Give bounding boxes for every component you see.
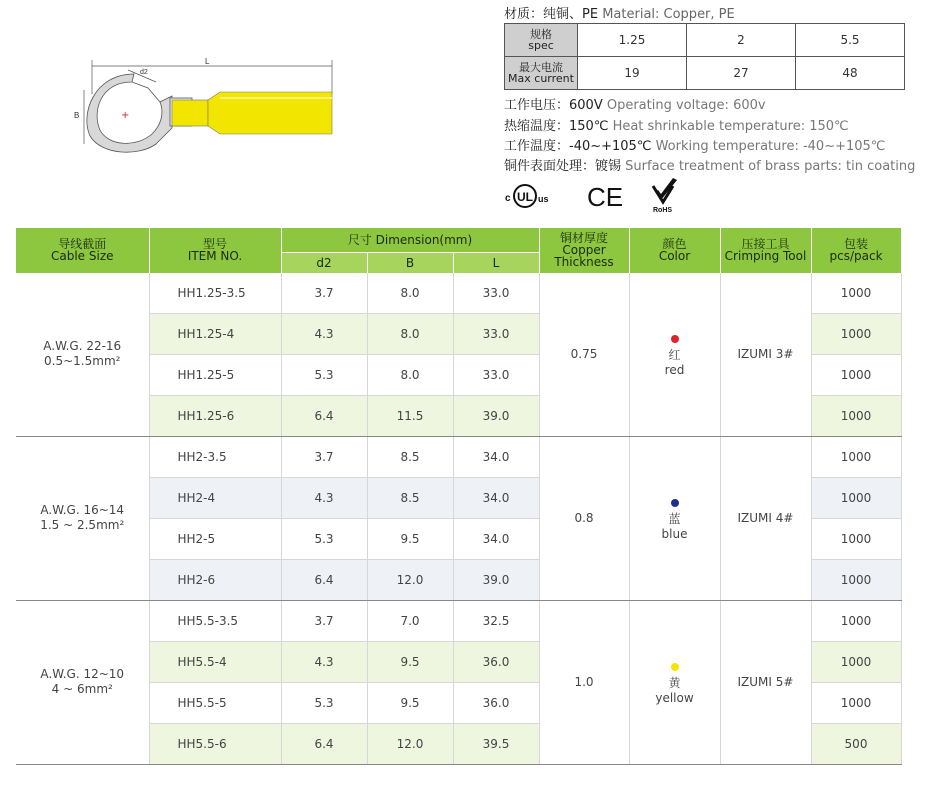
pack-cell: 1000 — [811, 518, 901, 559]
pack-cell: 1000 — [811, 682, 901, 723]
spec-line-en: Surface treatment of brass parts: tin coating — [625, 159, 916, 174]
header-thickness: 铜材厚度 Copper Thickness — [539, 228, 629, 273]
material-cn: 材质：纯铜、PE — [504, 7, 599, 22]
b-cell: 8.0 — [367, 354, 453, 395]
cable-size-mm: 1.5 ~ 2.5mm² — [40, 518, 125, 532]
l-cell: 32.5 — [453, 600, 539, 641]
spec-label-en: spec — [528, 39, 554, 52]
table-row — [16, 600, 901, 641]
d2-cell: 3.7 — [281, 273, 367, 314]
color-cn: 蓝 — [668, 511, 681, 526]
label-l: L — [205, 57, 210, 66]
pack-cell: 500 — [811, 723, 901, 764]
cable-size-awg: A.W.G. 16~14 — [40, 503, 125, 517]
b-cell: 8.0 — [367, 273, 453, 314]
terminal-diagram — [60, 52, 350, 162]
header-b: B — [367, 252, 453, 273]
current-label-en: Max current — [508, 72, 574, 85]
spec-table — [504, 23, 905, 90]
color-en: yellow — [655, 690, 694, 705]
current-value: 27 — [687, 57, 796, 90]
header-item-no: 型号 ITEM NO. — [149, 228, 281, 273]
item-no-cell: HH2-5 — [149, 518, 281, 559]
color-dot-icon — [671, 663, 679, 671]
spec-value: 1.25 — [578, 24, 687, 57]
color-cn: 黄 — [668, 675, 681, 690]
d2-cell: 6.4 — [281, 723, 367, 764]
b-cell: 12.0 — [367, 559, 453, 600]
current-value: 48 — [796, 57, 905, 90]
product-table — [16, 228, 902, 765]
l-cell: 33.0 — [453, 313, 539, 354]
item-no-cell: HH5.5-3.5 — [149, 600, 281, 641]
header-cable-size: 导线截面 Cable Size — [16, 228, 149, 273]
header-d2: d2 — [281, 252, 367, 273]
item-no-cell: HH2-6 — [149, 559, 281, 600]
color-dot-icon — [671, 335, 679, 343]
label-d2: d2 — [140, 69, 148, 76]
color-cell — [629, 436, 720, 600]
cable-size-awg: A.W.G. 22-16 — [43, 339, 122, 353]
center-mark: + — [121, 110, 130, 121]
item-no-cell: HH2-4 — [149, 477, 281, 518]
crimping-tool-cell: IZUMI 3# — [720, 273, 811, 437]
d2-cell: 6.4 — [281, 395, 367, 436]
ul-logo — [505, 185, 549, 207]
header-l: L — [453, 252, 539, 273]
header-pack: 包装 pcs/pack — [811, 228, 901, 273]
current-row — [505, 57, 905, 90]
item-no-cell: HH1.25-3.5 — [149, 273, 281, 314]
item-no-cell: HH1.25-4 — [149, 313, 281, 354]
color-cn: 红 — [668, 347, 681, 362]
spec-line-temp — [504, 135, 885, 154]
pack-cell: 1000 — [811, 313, 901, 354]
d2-cell: 5.3 — [281, 354, 367, 395]
b-cell: 11.5 — [367, 395, 453, 436]
spec-value: 5.5 — [796, 24, 905, 57]
material-line — [504, 3, 735, 22]
l-cell: 36.0 — [453, 682, 539, 723]
color-dot-icon — [671, 499, 679, 507]
color-cell — [629, 273, 720, 437]
color-en: blue — [661, 526, 688, 541]
spec-row — [505, 24, 905, 57]
spec-line-cn: 热缩温度：150℃ — [504, 119, 609, 134]
item-no-cell: HH5.5-4 — [149, 641, 281, 682]
table-row — [16, 436, 901, 477]
header-crimping-tool: 压接工具 Crimping Tool — [720, 228, 811, 273]
spec-line-surface — [504, 155, 915, 174]
l-cell: 33.0 — [453, 354, 539, 395]
spec-line-voltage — [504, 94, 766, 113]
l-cell: 33.0 — [453, 273, 539, 314]
pack-cell: 1000 — [811, 559, 901, 600]
pack-cell: 1000 — [811, 600, 901, 641]
spec-line-en: Heat shrinkable temperature: 150℃ — [612, 119, 849, 134]
svg-text:CE: CE — [587, 182, 624, 212]
cable-size-cell — [16, 600, 149, 764]
thickness-cell: 0.75 — [539, 273, 629, 437]
crimping-tool-cell: IZUMI 5# — [720, 600, 811, 764]
svg-text:us: us — [538, 194, 549, 204]
pack-cell: 1000 — [811, 354, 901, 395]
spec-header — [505, 24, 578, 57]
d2-cell: 5.3 — [281, 518, 367, 559]
header-color: 颜色 Color — [629, 228, 720, 273]
header-dimension: 尺寸 Dimension(mm) — [281, 228, 539, 252]
d2-cell: 6.4 — [281, 559, 367, 600]
cable-size-cell — [16, 436, 149, 600]
b-cell: 9.5 — [367, 518, 453, 559]
thickness-cell: 1.0 — [539, 600, 629, 764]
color-cell — [629, 600, 720, 764]
svg-text:c: c — [505, 193, 511, 204]
b-cell: 9.5 — [367, 682, 453, 723]
table-row — [16, 273, 901, 314]
pack-cell: 1000 — [811, 273, 901, 314]
ce-logo — [587, 182, 623, 212]
d2-cell: 3.7 — [281, 436, 367, 477]
b-cell: 12.0 — [367, 723, 453, 764]
b-cell: 8.5 — [367, 436, 453, 477]
spec-line-en: Working temperature: -40~+105℃ — [655, 139, 886, 154]
l-cell: 39.0 — [453, 395, 539, 436]
d2-cell: 3.7 — [281, 600, 367, 641]
pack-cell: 1000 — [811, 641, 901, 682]
pack-cell: 1000 — [811, 395, 901, 436]
l-cell: 34.0 — [453, 518, 539, 559]
item-no-cell: HH5.5-5 — [149, 682, 281, 723]
color-en: red — [664, 362, 685, 377]
b-cell: 7.0 — [367, 600, 453, 641]
current-label-cn: 最大电流 — [519, 61, 563, 74]
spec-value: 2 — [687, 24, 796, 57]
spec-line-cn: 工作电压：600V — [504, 98, 603, 113]
l-cell: 34.0 — [453, 477, 539, 518]
thickness-cell: 0.8 — [539, 436, 629, 600]
current-header — [505, 57, 578, 90]
item-no-cell: HH1.25-6 — [149, 395, 281, 436]
l-cell: 39.5 — [453, 723, 539, 764]
item-no-cell: HH5.5-6 — [149, 723, 281, 764]
cable-size-mm: 0.5~1.5mm² — [44, 354, 121, 368]
spec-line-cn: 铜件表面处理：镀锡 — [504, 159, 622, 174]
certification-logos — [503, 178, 703, 214]
material-en: Material: Copper, PE — [602, 7, 735, 22]
spec-label-cn: 规格 — [530, 28, 552, 41]
d2-cell: 5.3 — [281, 682, 367, 723]
pack-cell: 1000 — [811, 477, 901, 518]
item-no-cell: HH1.25-5 — [149, 354, 281, 395]
spec-line-heat — [504, 115, 849, 134]
cable-size-mm: 4 ~ 6mm² — [51, 682, 113, 696]
crimping-tool-cell: IZUMI 4# — [720, 436, 811, 600]
pack-cell: 1000 — [811, 436, 901, 477]
svg-text:UL: UL — [517, 190, 533, 204]
cable-size-cell — [16, 273, 149, 437]
spec-line-en: Operating voltage: 600v — [606, 98, 766, 113]
current-value: 19 — [578, 57, 687, 90]
d2-cell: 4.3 — [281, 313, 367, 354]
svg-text:RoHS: RoHS — [653, 207, 673, 214]
l-cell: 39.0 — [453, 559, 539, 600]
d2-cell: 4.3 — [281, 477, 367, 518]
b-cell: 8.0 — [367, 313, 453, 354]
item-no-cell: HH2-3.5 — [149, 436, 281, 477]
rohs-logo — [653, 178, 677, 214]
d2-cell: 4.3 — [281, 641, 367, 682]
l-cell: 36.0 — [453, 641, 539, 682]
label-b: B — [74, 111, 80, 120]
spec-line-cn: 工作温度：-40~+105℃ — [504, 139, 652, 154]
l-cell: 34.0 — [453, 436, 539, 477]
b-cell: 8.5 — [367, 477, 453, 518]
cable-size-awg: A.W.G. 12~10 — [40, 667, 125, 681]
b-cell: 9.5 — [367, 641, 453, 682]
